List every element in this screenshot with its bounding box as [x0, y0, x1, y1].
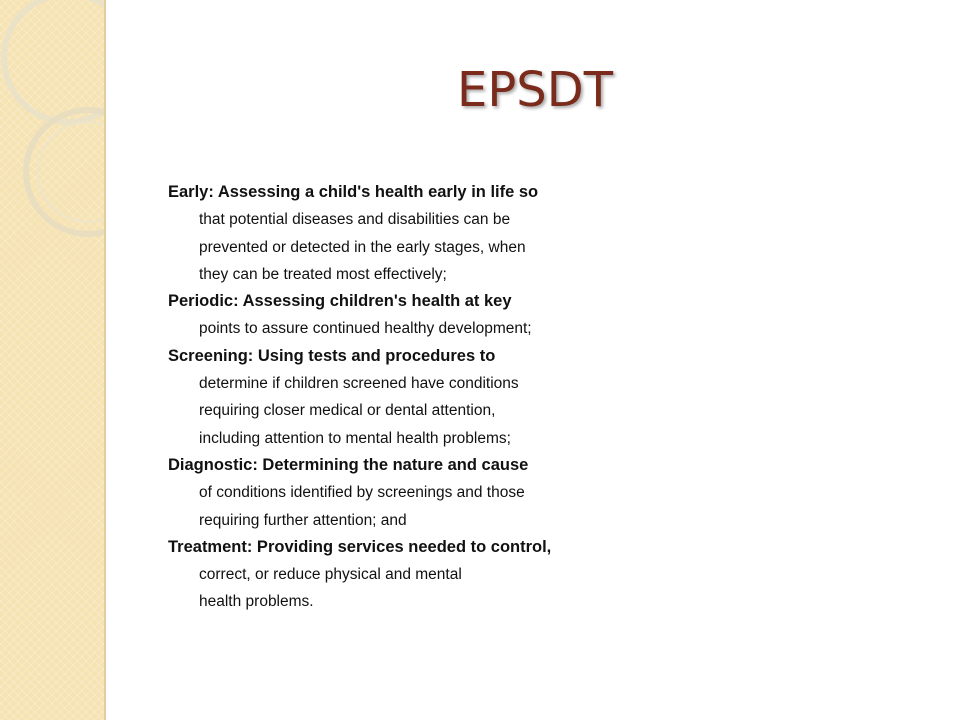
definition-continuation-line: correct, or reduce physical and mental: [199, 566, 462, 584]
decorative-ring-inner: [38, 122, 104, 222]
slide-body: [168, 179, 908, 616]
term-definition-line: Periodic: Assessing children's health at key: [168, 292, 512, 311]
definition-continuation-line: of conditions identified by screenings and those: [199, 484, 525, 502]
definition-continuation-line: requiring closer medical or dental attention,: [199, 402, 496, 420]
definition-continuation-line: health problems.: [199, 593, 314, 611]
definition-continuation-line: requiring further attention; and: [199, 511, 407, 529]
definition-continuation-line: points to assure continued healthy development;: [199, 320, 532, 338]
decorative-sidebar: [0, 0, 106, 720]
term-definition-line: Screening: Using tests and procedures to: [168, 346, 496, 365]
decorative-rings: [0, 0, 104, 720]
definition-continuation-line: that potential diseases and disabilities can be: [199, 211, 511, 229]
definition-continuation-line: determine if children screened have conditions: [199, 375, 519, 393]
decorative-ring-large: [4, 0, 104, 122]
definition-continuation-line: they can be treated most effectively;: [199, 265, 447, 283]
slide-title: EPSDT: [456, 62, 614, 118]
term-definition-line: Treatment: Providing services needed to control,: [168, 537, 552, 556]
term-definition-line: Diagnostic: Determining the nature and cause: [168, 455, 529, 474]
definition-continuation-line: including attention to mental health problems;: [199, 429, 511, 447]
term-definition-line: Early: Assessing a child's health early in life so: [168, 183, 539, 201]
definition-continuation-line: prevented or detected in the early stages, when: [199, 238, 526, 256]
